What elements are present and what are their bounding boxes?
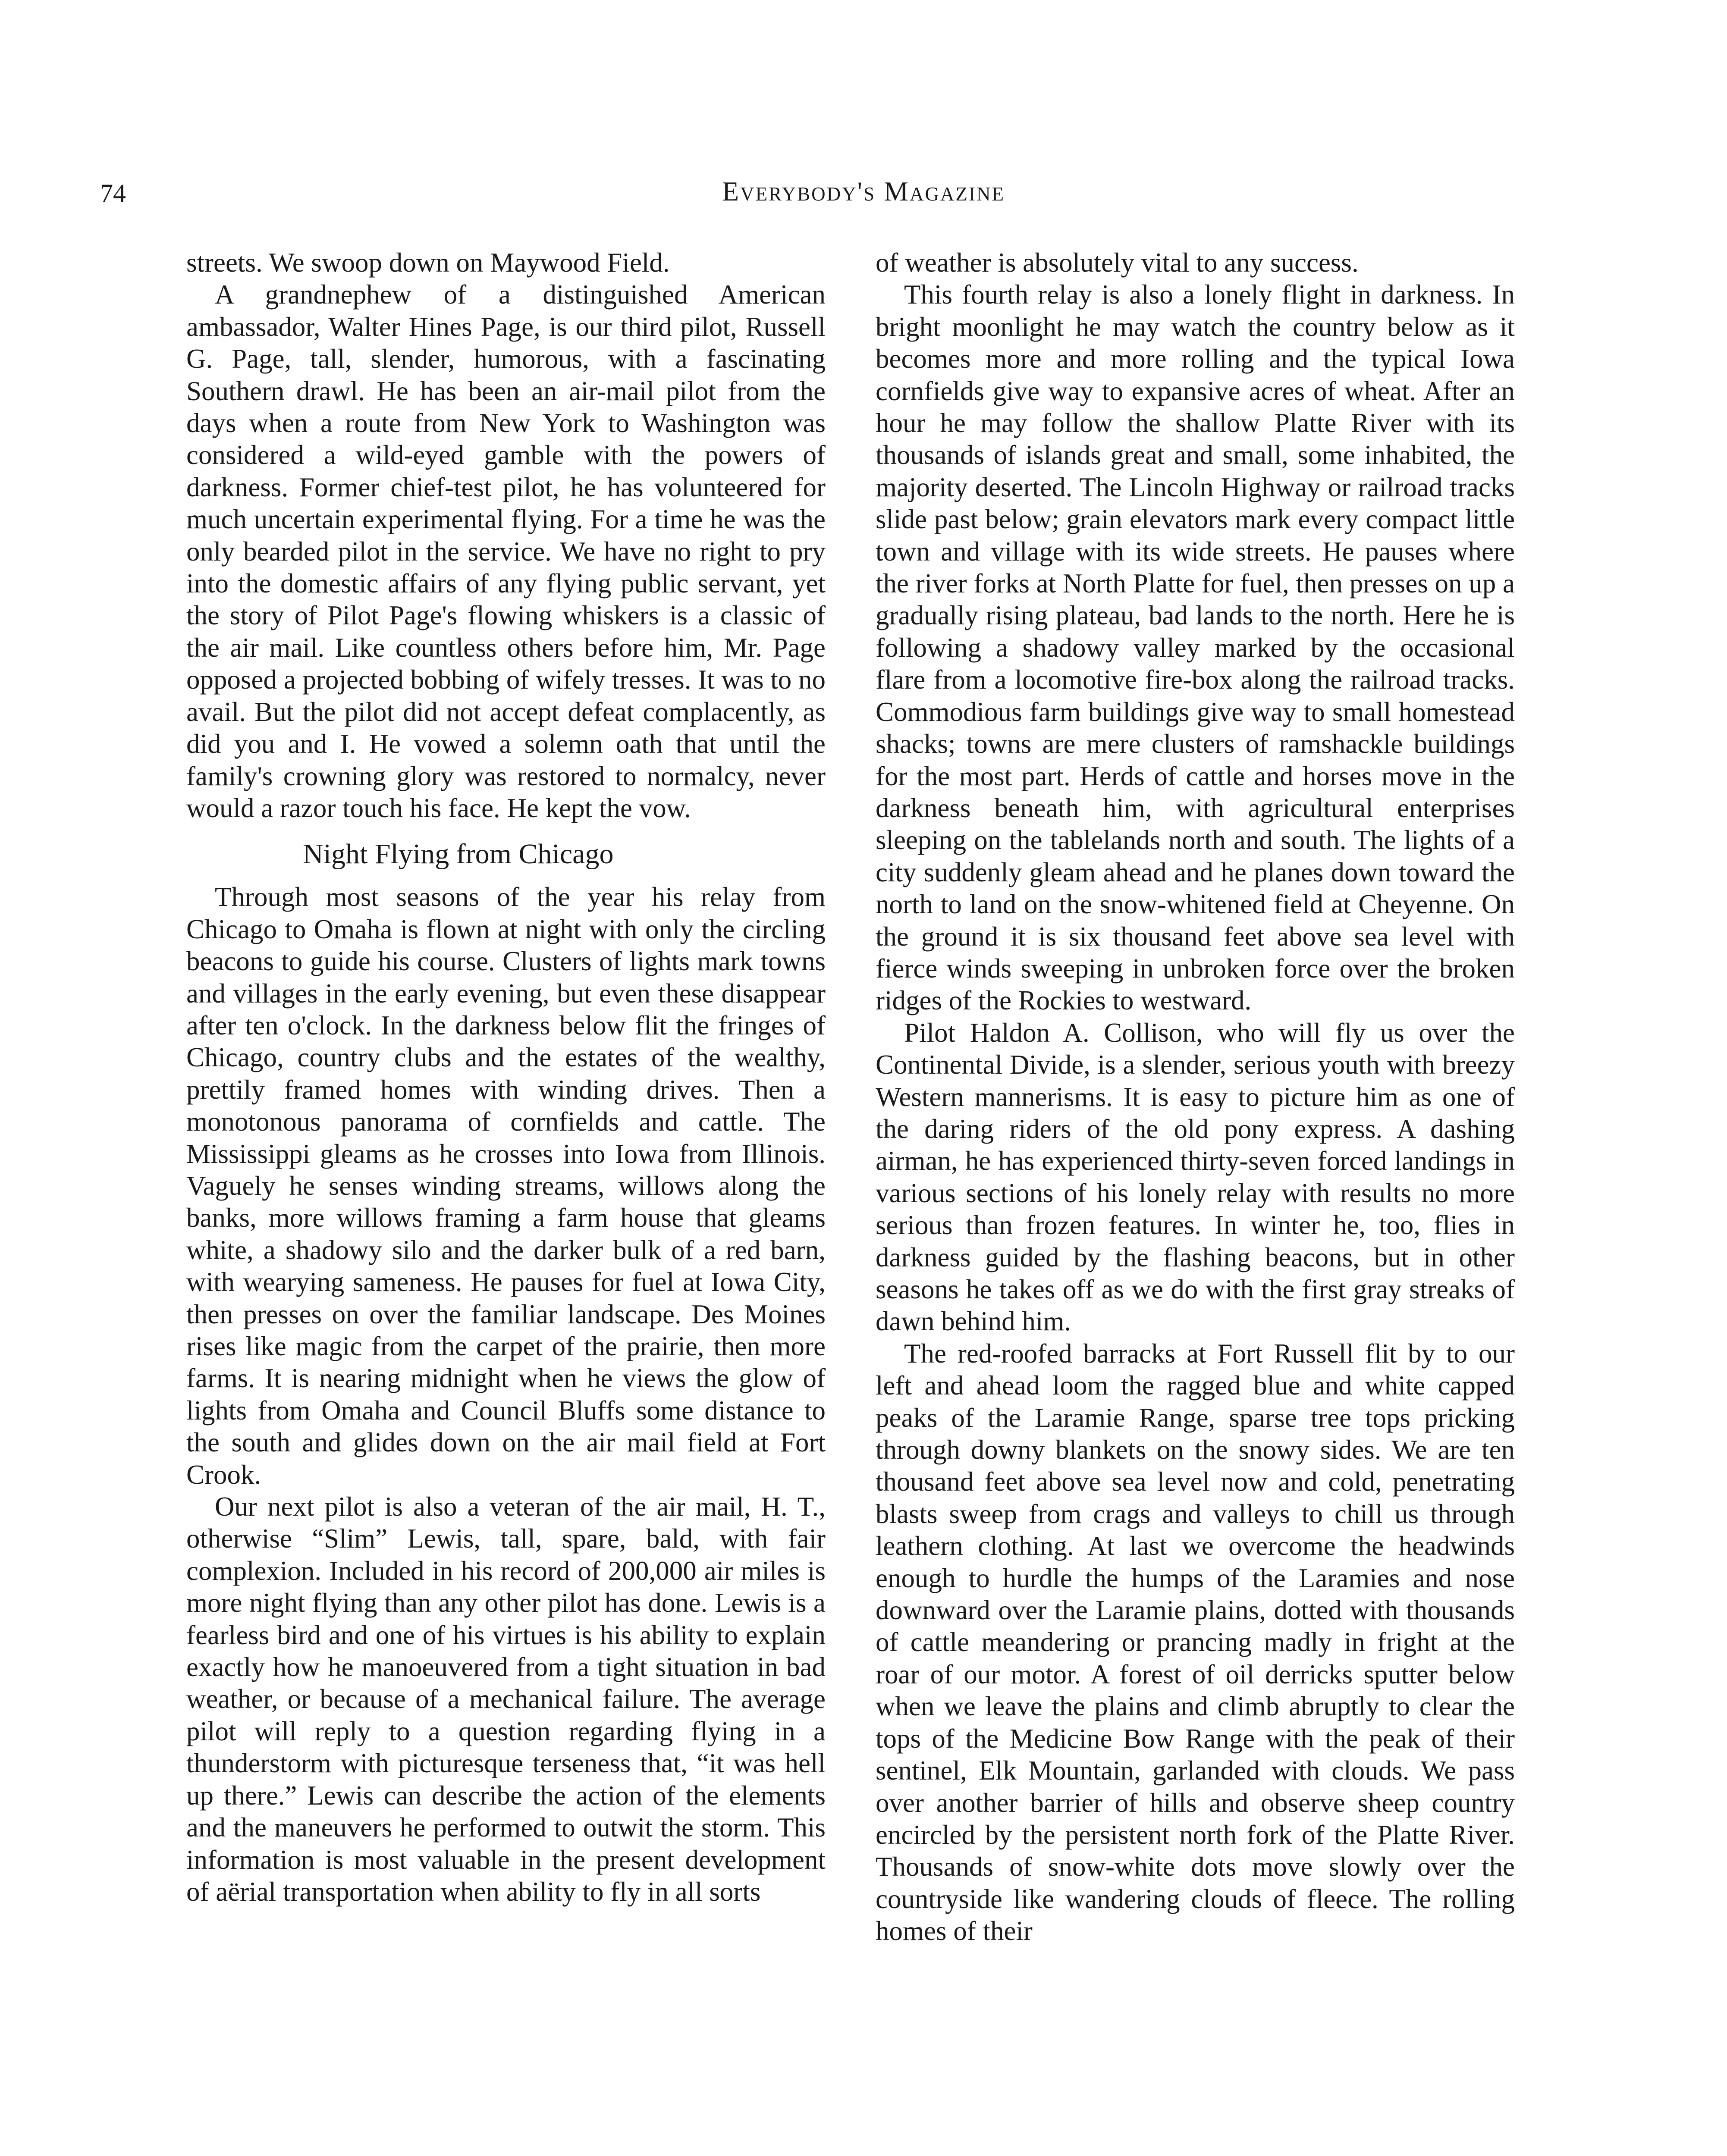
paragraph: The red-roofed barracks at Fort Russell flit by to our left and ahead loom the ragged blue and white capped peaks of the Laramie Range, sparse tree tops pricking through downy blankets on the snowy sides. We are ten thousand feet above sea level now and cold, penetrating blasts sweep from crags and valleys to chill us through leathern clothing. At last we overcome the headwinds enough to hurdle the humps of the Laramies and nose downward over the Laramie plains, dotted with thousands of cattle meandering or prancing madly in fright at the roar of our motor. A forest of oil derricks sputter below when we leave the plains and climb abruptly to clear the tops of the Medicine Bow Range with the peak of their sentinel, Elk Mountain, garlanded with clouds. We pass over another barrier of hills and observe sheep country encircled by the persistent north fork of the Platte River. Thousands of snow-white dots move slowly over the countryside like wandering clouds of fleece. The rolling homes of their [876, 1338, 1515, 1946]
paragraph: Our next pilot is also a veteran of the air mail, H. T., otherwise “Slim” Lewis, tall, spare, bald, with fair complexion. Included in his record of 200,000 air miles is more night flying than any other pilot has done. Lewis is a fearless bird and one of his virtues is his ability to explain exactly how he manoeuvered from a tight situation in bad weather, or because of a mechanical failure. The average pilot will reply to a question regarding flying in a thunderstorm with picturesque terseness that, “it was hell up there.” Lewis can describe the action of the elements and the maneuvers he performed to outwit the storm. This information is most valuable in the present development of aërial transportation when ability to fly in all sorts [186, 1492, 826, 1907]
paragraph: streets. We swoop down on Maywood Field. [186, 248, 670, 278]
paragraph: Pilot Haldon A. Collison, who will fly us over the Continental Divide, is a slender, serious youth with breezy Western mannerisms. It is easy to picture him as one of the daring riders of the old pony express. A dashing airman, he has experienced thirty-seven forced landings in various sections of his lonely relay with results no more serious than frozen features. In winter he, too, flies in darkness guided by the flashing beacons, but in other seasons he takes off as we do with the first gray streaks of dawn behind him. [876, 1017, 1515, 1337]
running-head: Everybody's Magazine [722, 176, 1005, 207]
section-heading: Night Flying from Chicago [303, 838, 614, 870]
paragraph: Through most seasons of the year his relay from Chicago to Omaha is flown at night with only the circling beacons to guide his course. Clusters of lights mark towns and villages in the early evening, but even these disappear after ten o'clock. In the darkness below flit the fringes of Chicago, country clubs and the estates of the wealthy, prettily framed homes with winding drives. Then a monotonous panorama of cornfields and cattle. The Mississippi gleams as he crosses into Iowa from Illinois. Vaguely he senses winding streams, willows along the banks, more willows framing a farm house that gleams white, a shadowy silo and the darker bulk of a red barn, with wearying sameness. He pauses for fuel at Iowa City, then presses on over the familiar landscape. Des Moines rises like magic from the carpet of the prairie, then more farms. It is nearing midnight when he views the glow of lights from Omaha and Council Bluffs some distance to the south and glides down on the air mail field at Fort Crook. [186, 882, 826, 1490]
page-number: 74 [100, 179, 126, 207]
paragraph: of weather is absolutely vital to any success. [876, 248, 1359, 278]
left-column [186, 247, 826, 1908]
paragraph: A grandnephew of a distinguished American ambassador, Walter Hines Page, is our third pilot, Russell G. Page, tall, slender, humorous, with a fascinating Southern drawl. He has been an air-mail pilot from the days when a route from New York to Washington was considered a wild-eyed gamble with the powers of darkness. Former chief-test pilot, he has volunteered for much uncertain experimental flying. For a time he was the only bearded pilot in the service. We have no right to pry into the domestic affairs of any flying public servant, yet the story of Pilot Page's flowing whiskers is a classic of the air mail. Like countless others before him, Mr. Page opposed a projected bobbing of wifely tresses. It was to no avail. But the pilot did not accept defeat complacently, as did you and I. He vowed a solemn oath that until the family's crowning glory was restored to normalcy, never would a razor touch his face. He kept the vow. [186, 279, 826, 823]
right-column [876, 247, 1515, 1947]
paragraph: This fourth relay is also a lonely flight in darkness. In bright moonlight he may watch the country below as it becomes more and more rolling and the typical Iowa cornfields give way to expansive acres of wheat. After an hour he may follow the shallow Platte River with its thousands of islands great and small, some inhabited, the majority deserted. The Lincoln Highway or railroad tracks slide past below; grain elevators mark every compact little town and village with its wide streets. He pauses where the river forks at North Platte for fuel, then presses on up a gradually rising plateau, bad lands to the north. Here he is following a shadowy valley marked by the occasional flare from a locomotive fire-box along the railroad tracks. Commodious farm buildings give way to small homestead shacks; towns are mere clusters of ramshackle buildings for the most part. Herds of cattle and horses move in the darkness beneath him, with agricultural enterprises sleeping on the tablelands north and south. The lights of a city suddenly gleam ahead and he planes down toward the north to land on the snow-whitened field at Cheyenne. On the ground it is six thousand feet above sea level with fierce winds sweeping in unbroken force over the broken ridges of the Rockies to westward. [876, 279, 1515, 1016]
